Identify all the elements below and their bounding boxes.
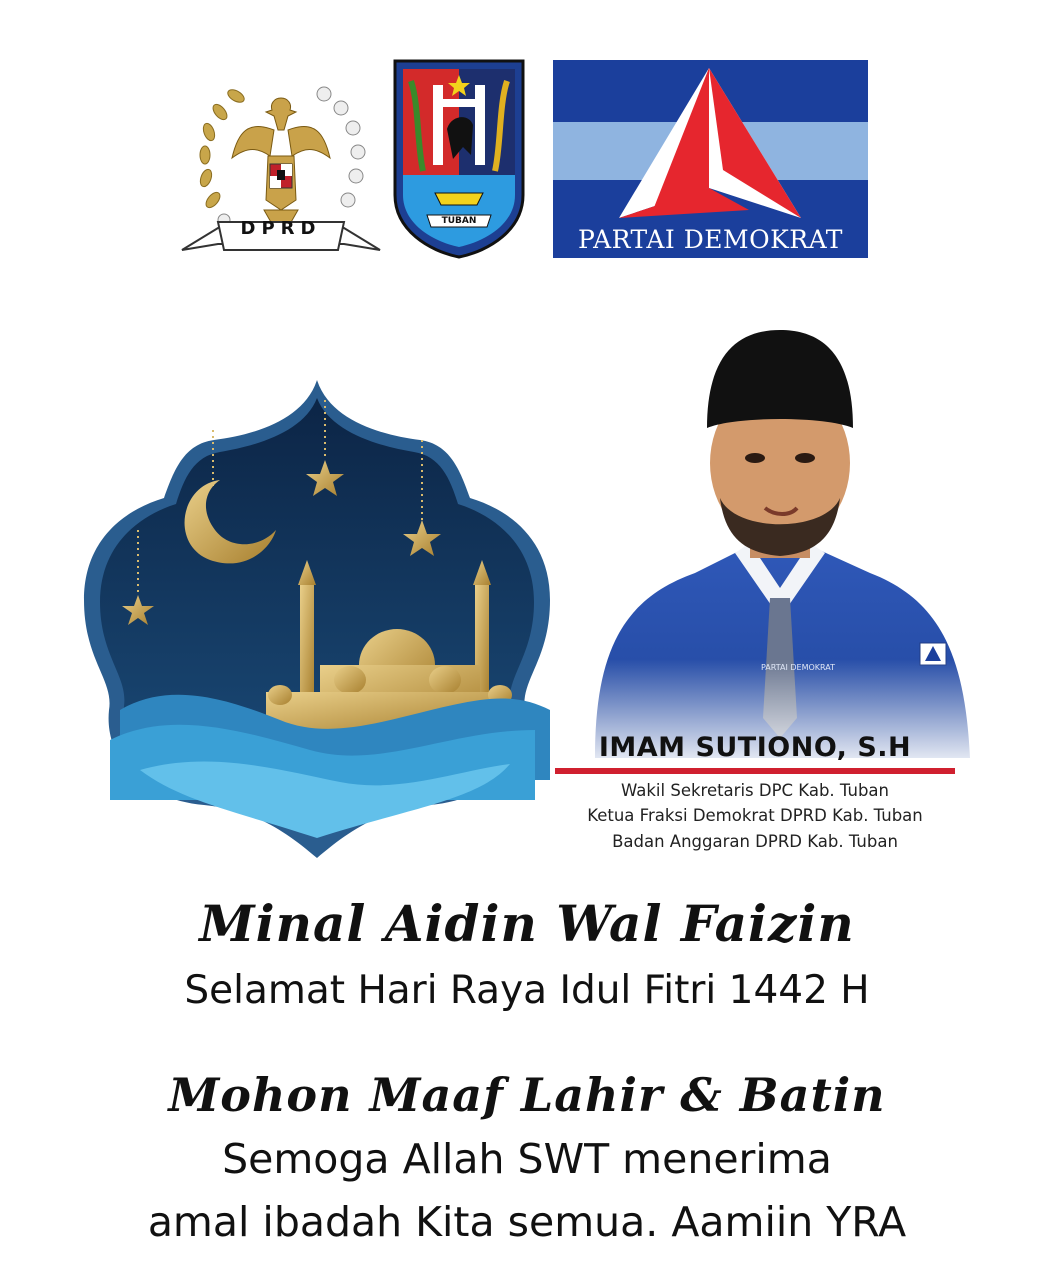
greeting-eid-line: Selamat Hari Raya Idul Fitri 1442 H — [184, 968, 870, 1013]
role-line: Ketua Fraksi Demokrat DPRD Kab. Tuban — [587, 806, 923, 825]
name-underline — [555, 768, 955, 774]
dprd-logo-text: DPRD — [240, 218, 322, 239]
role-line: Wakil Sekretaris DPC Kab. Tuban — [621, 781, 889, 800]
partai-demokrat-logo — [553, 60, 868, 258]
greeting-script-heading: Minal Aidin Wal Faizin — [199, 894, 855, 953]
tuban-logo — [389, 55, 529, 260]
person-portrait — [585, 318, 975, 773]
party-name-label: PARTAI DEMOKRAT — [578, 225, 843, 254]
tuban-logo-text: TUBAN — [441, 216, 477, 226]
greeting-prayer-line-2: amal ibadah Kita semua. Aamiin YRA — [147, 1198, 907, 1246]
greeting-script-apology: Mohon Maaf Lahir & Batin — [168, 1068, 886, 1122]
jacket-text: PARTAI DEMOKRAT — [760, 663, 836, 672]
person-name: IMAM SUTIONO, S.H — [598, 732, 912, 763]
dprd-logo — [178, 60, 384, 260]
greeting-prayer-line-1: Semoga Allah SWT menerima — [222, 1135, 832, 1183]
role-line: Badan Anggaran DPRD Kab. Tuban — [612, 832, 898, 851]
mosque-illustration — [80, 380, 555, 860]
